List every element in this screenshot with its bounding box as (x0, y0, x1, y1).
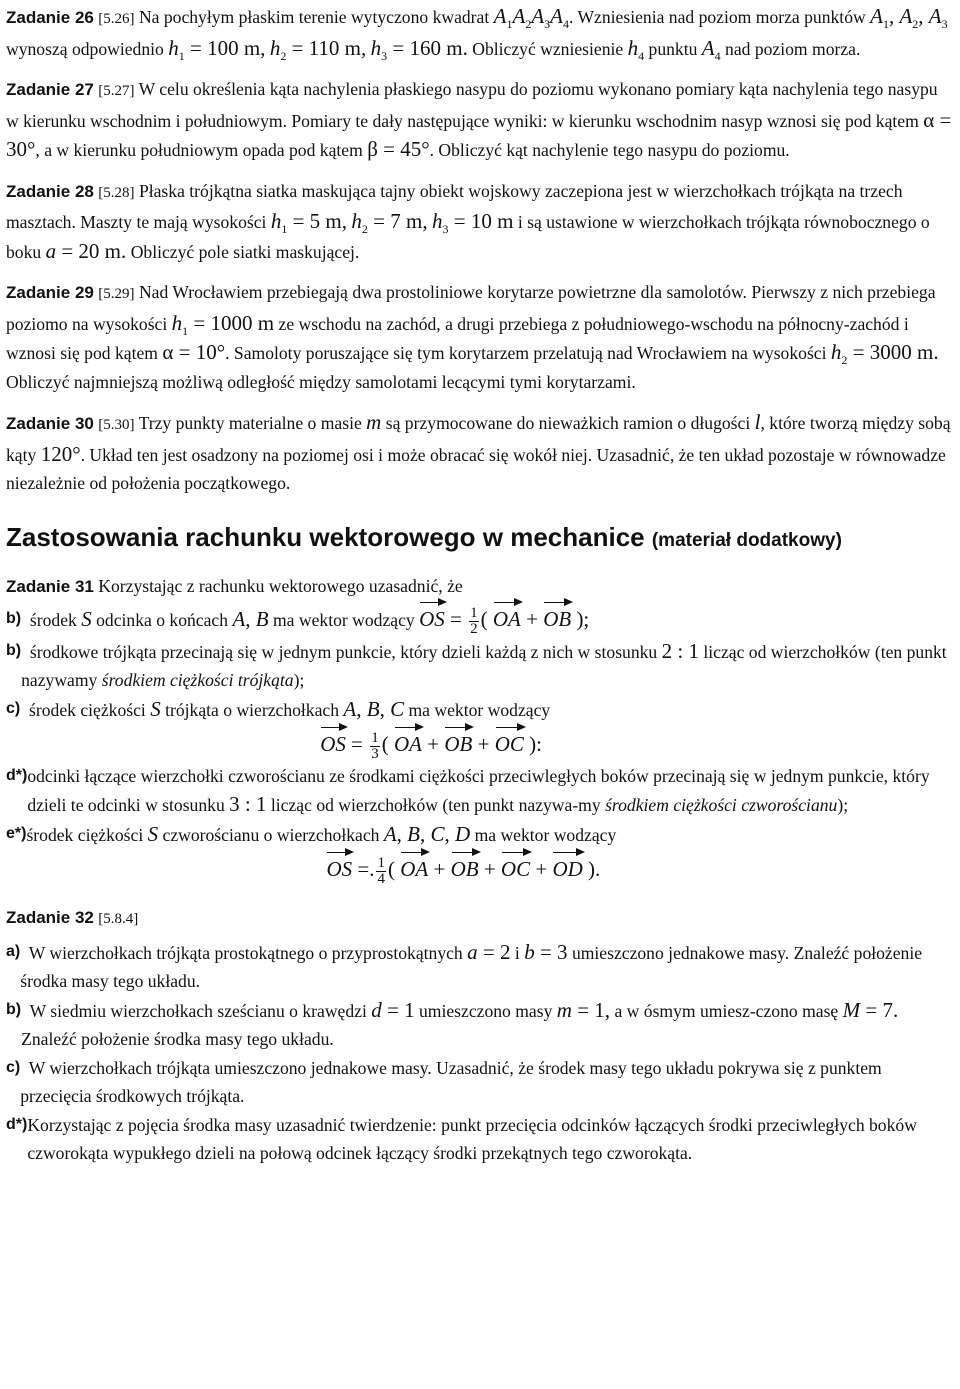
task-26-text: Obliczyć wzniesienie (472, 38, 624, 59)
item-text: czworościanu o wierzchołkach (162, 824, 380, 845)
math-ratio: 3 : 1 (229, 792, 267, 817)
math-abc: A, B, C (343, 696, 405, 721)
a-value: = 20 m. (61, 238, 127, 263)
h3-value: = 160 m. (392, 35, 468, 60)
item-text: ); (837, 795, 849, 816)
item-text: licząc od wierzchołków (ten punkt nazywa-my (270, 795, 601, 816)
item-emphasis: środkiem ciężkości trójkąta (101, 670, 294, 691)
item-emphasis: środkiem ciężkości czworościanu (605, 795, 838, 816)
task-32-item-d (6, 1111, 954, 1168)
math-h1: $h_1 = 100$ m, (168, 35, 266, 63)
h2-value: = 7 m, (373, 209, 428, 233)
task-26-ref: [5.26] (98, 11, 135, 27)
math-ratio: 2 : 1 (661, 638, 699, 663)
h2-value: = 110 m, (291, 35, 367, 60)
task-30-title: Zadanie 30 (6, 414, 94, 433)
task-30-text: . Układ ten jest osadzony na poziomej osi i może obracać się wokół niej. Uzasadnić, że ten układ pozostaje w równowadze niezależnie od położenia początkowego. (6, 444, 946, 493)
item-text: ); (293, 670, 305, 691)
math-h2: $h_2 = 3000$ m. (830, 340, 939, 368)
h1-value: = 100 m, (190, 35, 266, 60)
task-29-text: ze wschodu na zachód, a drugi przebiega z południowego-wschodu na północny-zachód i wznosi się pod kątem (6, 313, 909, 363)
item-text: ma wektor wodzący (474, 824, 617, 845)
a-value: = 2 (482, 939, 511, 964)
task-26-title: Zadanie 26 (6, 8, 94, 27)
item-text: środek ciężkości (29, 699, 146, 720)
math-s: S (150, 696, 161, 721)
task-27-text: . Obliczyć kąt nachylenie tego nasypu do poziomu. (429, 140, 790, 160)
task-27 (6, 75, 954, 165)
task-29-text: . Samoloty poruszające się tym korytarzem przelatują nad Wrocławiem na wysokości (225, 343, 827, 363)
task-31-item-e (6, 820, 954, 887)
m-value: = 1, (577, 997, 611, 1022)
task-31-item-d (6, 762, 954, 820)
task-30-text: Trzy punkty materialne o masie (138, 413, 362, 433)
math-square: $A_1A_2A_3A_4$ (493, 4, 569, 32)
task-26-text: wynoszą odpowiednio (6, 38, 164, 59)
task-28-text: Obliczyć pole siatki maskującej. (130, 241, 360, 262)
task-27-title: Zadanie 27 (6, 80, 94, 99)
item-text: odcinka o końcach (96, 610, 229, 630)
math-h3: $h_3 = 10$ m (432, 209, 514, 237)
task-31-item-c (6, 695, 954, 762)
math-m: m (366, 410, 382, 434)
task-31-title: Zadanie 31 (6, 576, 94, 596)
task-26-text: . Wzniesienia nad poziom morza punktów (568, 7, 866, 27)
item-text: odcinki łączące wierzchołki czworościanu ze środkami ciężkości przeciwległych boków przecinają się w jednym punkcie, który dzieli te odcinki w stosunku (27, 765, 930, 816)
item-text: a w ósmym umiesz-czono masę (614, 1000, 839, 1021)
item-text: umieszczono masy (419, 1000, 553, 1021)
math-h1: $h_1 = 1000$ m (171, 310, 275, 338)
math-s: S (147, 821, 159, 846)
item-text: środkowe trójkąta przecinają się w jednym punkcie, który dzieli każdą z nich w stosunku (29, 641, 658, 662)
section-title (6, 520, 954, 558)
math-h2: $h_2 = 110$ m, (269, 35, 367, 63)
task-29-text: Obliczyć najmniejszą możliwą odległość między samolotami lecącymi tymi korytarzami. (6, 371, 636, 392)
b-value: = 3 (539, 939, 568, 964)
math-s: S (81, 607, 92, 631)
item-label: e*) (6, 824, 27, 842)
h3-value: = 10 m (453, 209, 514, 233)
task-32-ref: [5.8.4] (98, 911, 139, 928)
task-32-item-c (6, 1054, 954, 1111)
task-28-ref: [5.28] (98, 184, 135, 201)
task-28-text: Płaska trójkątna siatka maskująca tajny obiekt wojskowy zaczepiona jest w wierzchołkach trójkąta na trzech masztach. Maszty te mają wysokości (6, 180, 903, 232)
math-bigm: M = 7. (842, 997, 899, 1022)
task-26-text: nad poziom morza. (725, 38, 861, 59)
task-26-text: punktu (648, 38, 698, 59)
task-29-title: Zadanie 29 (6, 283, 94, 302)
math-formula-os-half: OS = $\frac{1}{2}$ ( OA + OB ); (419, 604, 590, 637)
task-26-text: Na pochyłym płaskim terenie wytyczono kwadrat (138, 7, 490, 27)
math-a: a = 2 (467, 939, 511, 964)
item-label: b) (6, 610, 22, 627)
task-31-intro: Korzystając z rachunku wektorowego uzasadnić, że (98, 575, 463, 596)
item-text: Znaleźć położenie środka masy tego układu. (21, 1029, 334, 1050)
bigm-value: = 7. (865, 997, 899, 1022)
math-alpha: α = 30° (6, 107, 952, 161)
task-32-title: Zadanie 32 (6, 908, 94, 928)
math-formula-os-quarter: OS =. $\frac{1}{4}$ ( OA + OB + OC + OD ). (326, 855, 601, 888)
item-text: Korzystając z pojęcia środka masy uzasadnić twierdzenie: punkt przecięcia odcinków łączących środki przeciwległych boków czworokąta wypukłego dzieli na połową odcinek łączący środki przekątnych tego czworokąta. (27, 1114, 917, 1164)
math-h1: $h_1 = 5$ m, (270, 209, 348, 237)
math-m: m = 1, (556, 997, 611, 1022)
task-32-item-a (6, 938, 954, 996)
task-31-item-a (6, 605, 954, 637)
task-31 (6, 572, 954, 888)
task-27-ref: [5.27] (98, 83, 135, 99)
item-label: d*) (6, 1115, 28, 1133)
item-label: b) (6, 641, 22, 659)
item-text: ma wektor wodzący (408, 699, 551, 720)
math-h2: $h_2 = 7$ m, (351, 209, 428, 237)
math-h3: $h_3 = 160$ m. (370, 35, 468, 63)
item-label: c) (6, 1058, 21, 1076)
task-28-text: i są ustawione w wierzchołkach trójkąta równobocznego o boku (6, 212, 930, 262)
math-h4: $h_4$ (627, 35, 645, 63)
task-32 (6, 903, 954, 1168)
task-29-text: Nad Wrocławiem przebiegają dwa prostoliniowe korytarze powietrzne dla samolotów. Pierwszy z nich przebiega poziomo na wysokości (6, 282, 936, 334)
task-28 (6, 177, 954, 267)
task-27-text: W celu określenia kąta nachylenia płaskiego nasypu do poziomu wykonano pomiary kąta nachylenia tego nasypu w kierunku wschodnim i południowym. Pomiary te dały następujące wyniki: w kierunku wschodnim nasyp wznosi się pod kątem (6, 79, 938, 131)
math-b: b = 3 (524, 939, 568, 964)
item-label: d*) (6, 766, 28, 784)
item-text: W siedmiu wierzchołkach sześcianu o krawędzi (29, 1000, 367, 1021)
math-d: d = 1 (371, 997, 415, 1022)
task-26 (6, 2, 954, 63)
task-30-text: są przymocowane do nieważkich ramion o długości (385, 413, 751, 433)
item-text: W wierzchołkach trójkąta umieszczono jednakowe masy. Uzasadnić, że środek masy tego układu pokrywa się z punktem przecięcia środkowych trójkąta. (20, 1057, 882, 1107)
task-29 (6, 278, 954, 396)
item-text: umieszczono jednakowe masy. Znaleźć położenie środka masy tego układu. (20, 942, 923, 992)
item-text: środek (29, 610, 77, 630)
task-30-text: , które tworzą między sobą kąty (6, 413, 951, 465)
math-beta: β = 45° (367, 137, 430, 161)
math-points: $A_1$, $A_2$, $A_3$ (870, 4, 948, 32)
h1-value: = 5 m, (292, 209, 348, 233)
task-27-text: , a w kierunku południowym opada pod kątem (35, 140, 363, 160)
h2-value: = 3000 m. (852, 340, 939, 364)
math-formula-os-third: OS = $\frac{1}{3}$ ( OA + OB + OC ): (320, 729, 542, 762)
section-title-main: Zastosowania rachunku wektorowego w mechanice (6, 521, 645, 552)
math-a4: $A_4$ (701, 35, 721, 63)
h1-value: = 1000 m (193, 310, 275, 335)
math-ab: A, B (232, 607, 269, 631)
item-text: trójkąta o wierzchołkach (165, 699, 340, 720)
item-text: i (514, 942, 520, 963)
section-title-sub: (materiał dodatkowy) (651, 529, 842, 551)
math-angle: 120° (40, 441, 81, 466)
item-label: c) (6, 699, 21, 717)
math-l: l (754, 410, 761, 434)
task-28-title: Zadanie 28 (6, 181, 94, 201)
item-label: b) (6, 1000, 22, 1018)
item-text: licząc od wierzchołków (ten punkt nazywamy (21, 641, 947, 691)
task-32-item-b (6, 996, 954, 1054)
task-29-ref: [5.29] (98, 286, 135, 302)
item-text: środek ciężkości (26, 824, 144, 845)
d-value: = 1 (387, 997, 415, 1022)
item-text: ma wektor wodzący (273, 610, 415, 630)
task-31-item-b (6, 637, 954, 695)
item-label: a) (6, 942, 21, 960)
math-abcd: A, B, C, D (383, 821, 471, 846)
item-text: W wierzchołkach trójkąta prostokątnego o przyprostokątnych (28, 942, 463, 963)
math-a: a = 20 m. (45, 238, 127, 263)
math-alpha: α = 10° (162, 340, 226, 364)
task-30-ref: [5.30] (98, 417, 135, 433)
task-30 (6, 408, 954, 498)
